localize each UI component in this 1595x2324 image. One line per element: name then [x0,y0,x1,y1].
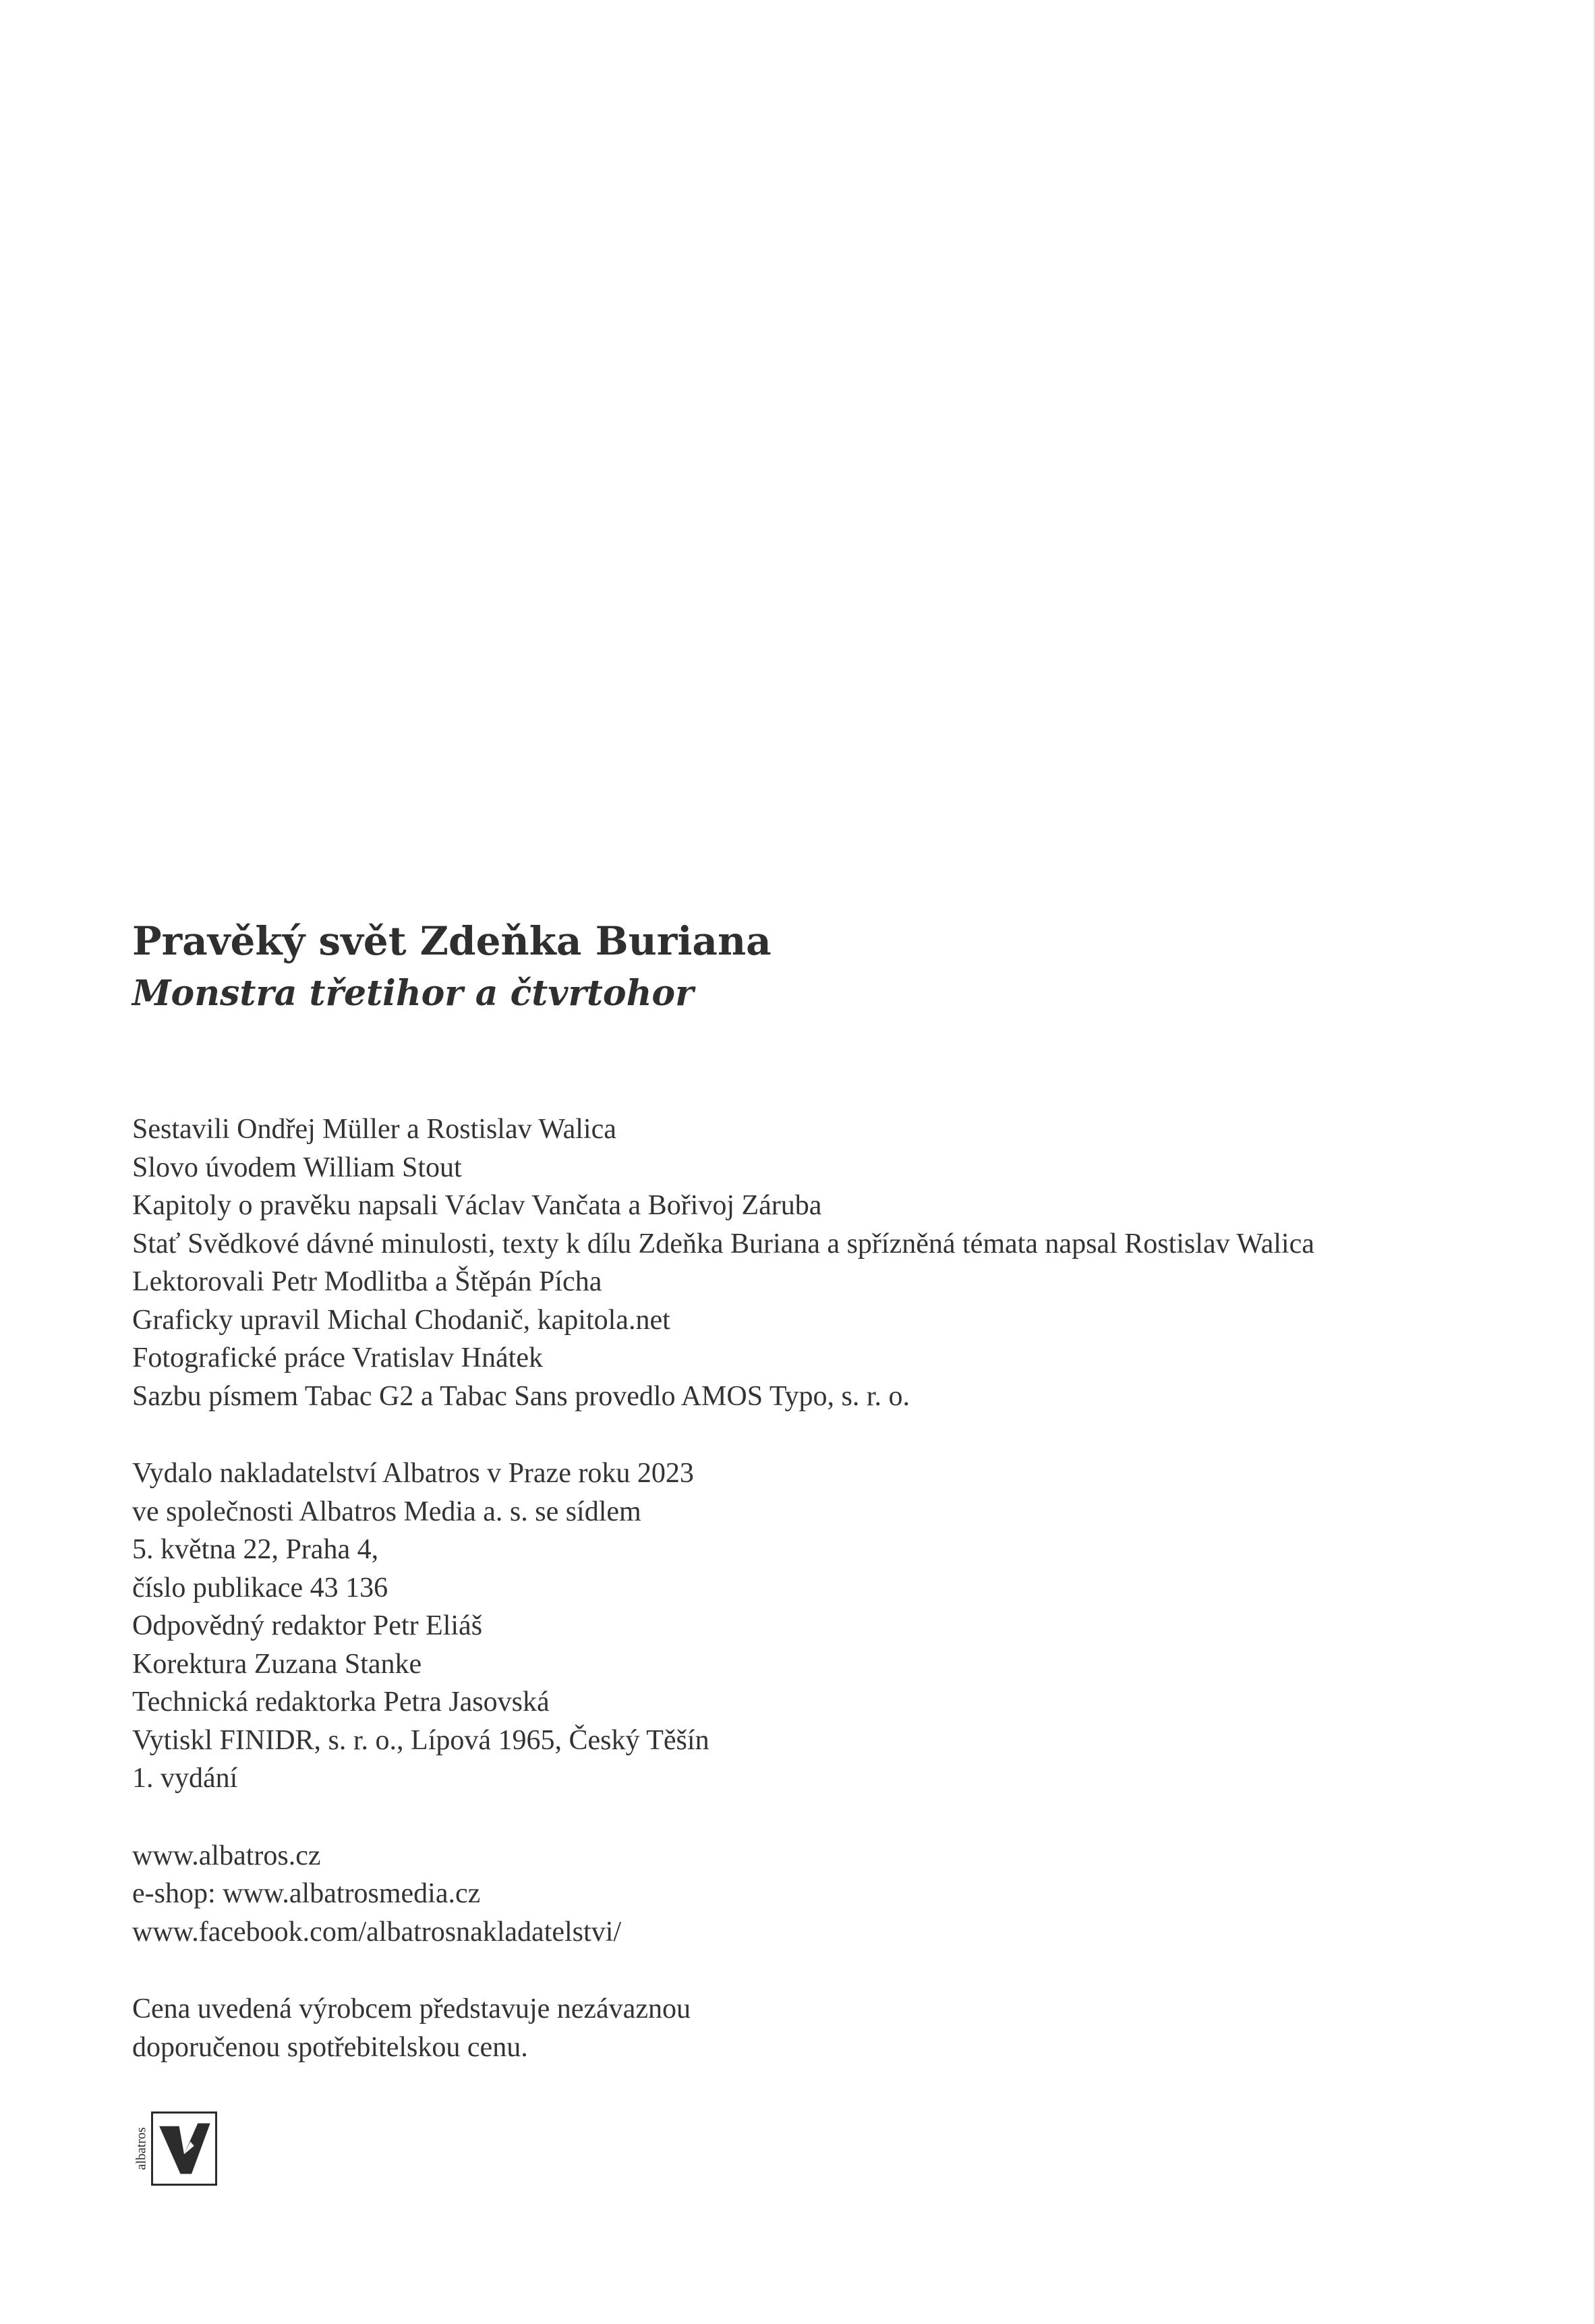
imprint-block [132,914,1575,2066]
credit-line: Fotografické práce Vratislav Hnátek [132,1342,543,1373]
book-subtitle: Monstra třetihor a čtvrtohor [132,973,694,1014]
publisher-line: číslo publikace 43 136 [132,1572,388,1604]
credit-line: Kapitoly o pravěku napsali Václav Vančata a Bořivoj Záruba [132,1190,822,1221]
logo-wordmark [132,2112,151,2186]
publisher-line: Korektura Zuzana Stanke [132,1648,422,1680]
publisher-line: 5. května 22, Praha 4, [132,1534,379,1565]
publisher-line: Odpovědný redaktor Petr Eliáš [132,1610,483,1641]
credit-line: Graficky upravil Michal Chodanič, kapitola.net [132,1304,670,1336]
publisher-line: Technická redaktorka Petra Jasovská [132,1687,550,1718]
credit-line: Sazbu písmem Tabac G2 a Tabac Sans provedlo AMOS Typo, s. r. o. [132,1380,910,1412]
price-note [132,1990,1575,2066]
albatros-bird-logo-icon [151,2112,217,2186]
web-links-list [132,1837,1575,1952]
credit-line: Stať Svědkové dávné minulosti, texty k dílu Zdeňka Buriana a spřízněná témata napsal Rostislav Walica [132,1228,1314,1259]
credit-line: Lektorovali Petr Modlitba a Štěpán Pícha [132,1266,602,1297]
price-note-line: doporučenou spotřebitelskou cenu. [132,2031,528,2063]
publisher-line: Vytiskl FINIDR, s. r. o., Lípová 1965, Český Těšín [132,1724,709,1756]
book-title: Pravěký svět Zdeňka Buriana [132,918,772,964]
web-link-albatros: www.albatros.cz [132,1840,321,1871]
publisher-info-list [132,1454,1575,1798]
albatros-logo [132,2112,217,2186]
publisher-line: ve společnosti Albatros Media a. s. se sídlem [132,1496,641,1527]
publisher-line: Vydalo nakladatelství Albatros v Praze roku 2023 [132,1458,694,1489]
web-link-facebook: www.facebook.com/albatrosnakladatelstvi/ [132,1916,622,1948]
publisher-line: 1. vydání [132,1763,238,1794]
price-note-line: Cena uvedená výrobcem představuje nezávaznou [132,1993,691,2024]
web-link-eshop: e-shop: www.albatrosmedia.cz [132,1878,481,1909]
credit-line: Slovo úvodem William Stout [132,1152,462,1183]
credits-list [132,1110,1575,1415]
logo-wordmark-text: albatros [134,2127,149,2170]
credit-line: Sestavili Ondřej Müller a Rostislav Walica [132,1114,616,1145]
